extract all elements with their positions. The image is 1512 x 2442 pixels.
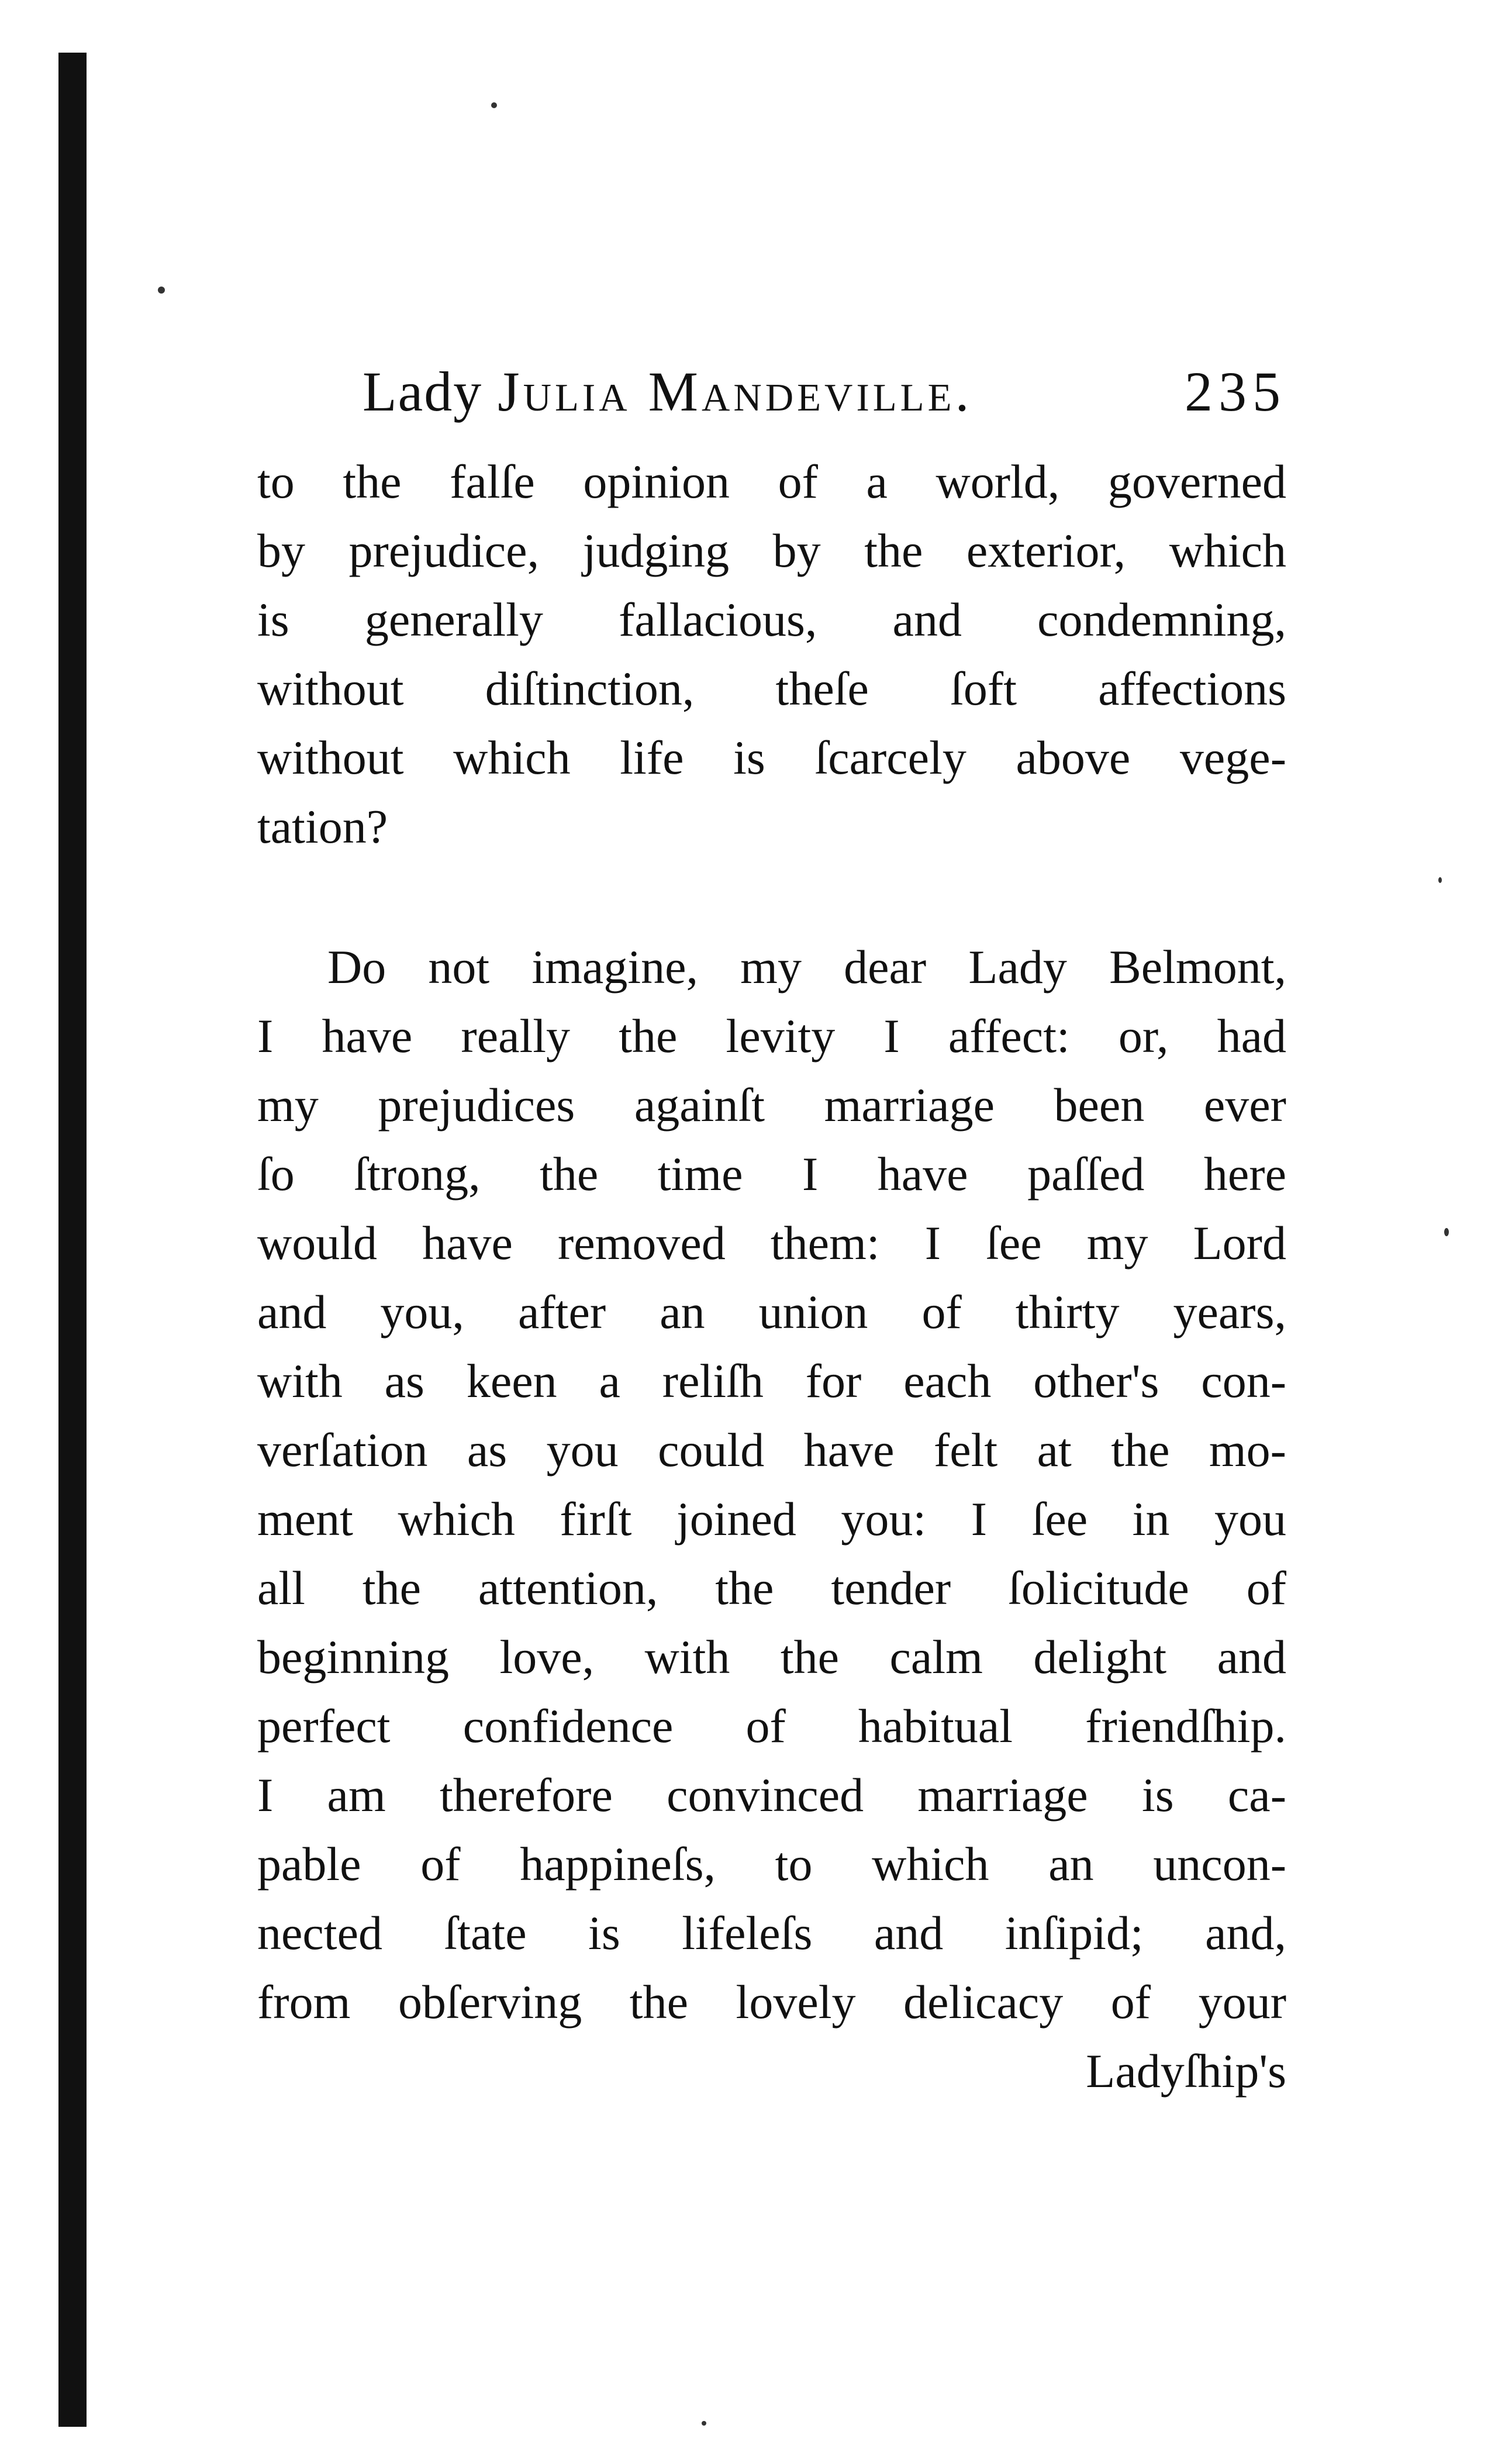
- text-line: I have really the levity I affect: or, had: [257, 1009, 1286, 1063]
- page-gutter-shadow: [58, 53, 87, 2427]
- running-head-name: Julia Mandeville.: [498, 360, 973, 423]
- text-line: ſo ſtrong, the time I have paſſed here: [257, 1147, 1286, 1201]
- text-line: would have removed them: I ſee my Lord: [257, 1216, 1286, 1270]
- paragraph-continued: [257, 447, 1286, 861]
- text-line: pable of happineſs, to which an uncon-: [257, 1837, 1286, 1891]
- text-line: perfect confidence of habitual friendſhip.: [257, 1699, 1286, 1753]
- speck: [1444, 1228, 1449, 1236]
- speck: [158, 287, 165, 294]
- text-line: from obſerving the lovely delicacy of your: [257, 1975, 1286, 2029]
- page-number: 235: [1185, 360, 1286, 423]
- running-head: [363, 357, 1286, 427]
- running-head-title: Lady Julia Mandeville.: [363, 360, 973, 423]
- text-line: Do not imagine, my dear Lady Belmont,: [327, 940, 1286, 994]
- text-line: verſation as you could have felt at the mo-: [257, 1423, 1286, 1477]
- text-line: to the falſe opinion of a world, governed: [257, 455, 1286, 508]
- text-line: is generally fallacious, and condemning,: [257, 593, 1286, 646]
- text-line: with as keen a reliſh for each other's con-: [257, 1354, 1286, 1408]
- speck: [702, 2421, 706, 2426]
- text-line: tation?: [257, 800, 388, 853]
- text-line: without diſtinction, theſe ſoft affections: [257, 662, 1286, 715]
- text-line: nected ſtate is lifeleſs and inſipid; and,: [257, 1906, 1286, 1960]
- paragraph-main: [257, 933, 1286, 2106]
- text-line: by prejudice, judging by the exterior, which: [257, 524, 1286, 577]
- text-line: my prejudices againſt marriage been ever: [257, 1078, 1286, 1132]
- text-line: all the attention, the tender ſolicitude of: [257, 1561, 1286, 1615]
- text-line: beginning love, with the calm delight and: [257, 1630, 1286, 1684]
- catchword: Ladyſhip's: [1086, 2044, 1286, 2098]
- text-line: ment which firſt joined you: I ſee in you: [257, 1492, 1286, 1546]
- text-line: and you, after an union of thirty years,: [257, 1285, 1286, 1339]
- speck: [1438, 877, 1442, 883]
- text-line: I am therefore convinced marriage is ca-: [257, 1768, 1286, 1822]
- text-line: without which life is ſcarcely above vege-: [257, 731, 1286, 784]
- speck: [491, 102, 497, 108]
